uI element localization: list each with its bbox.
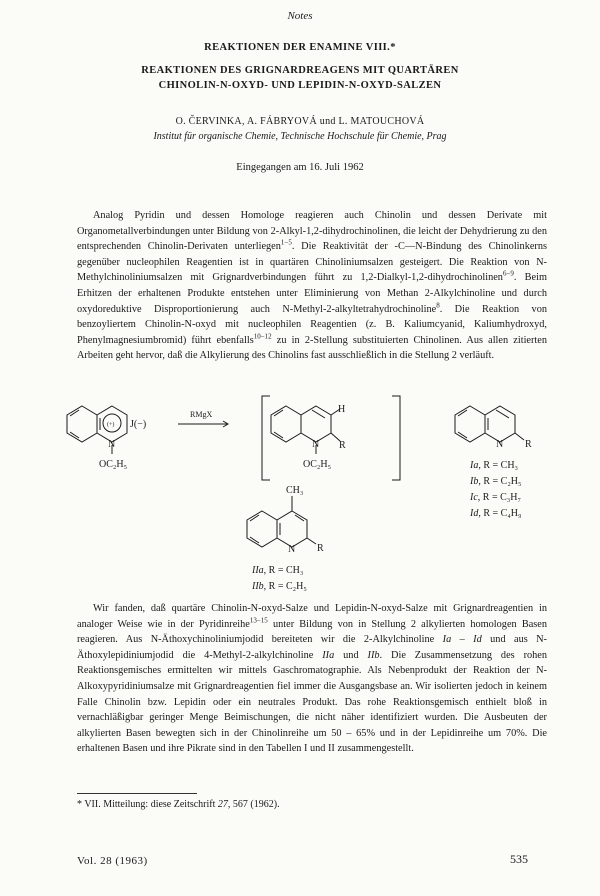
product-2-alkylquinoline-structure <box>455 406 524 442</box>
reference-10-12: 10−12 <box>253 332 272 341</box>
p1-text-b: . Die Reaktivität der -C—N-Bindung des Chinolinkerns gegenüber nucleophilen Reagentien ist in quartären Chinoliniumsalzen gesteigert. Die Reaktion von N-Methylchinoliniumsalzen mit Grignardverbindungen führt zu 1,2-Dialkyl-1,2-dihydrochinolinen <box>77 241 547 284</box>
svg-text:Ic, R = C₃H₇ <box>469 492 521 503</box>
article-title-line-2: CHINOLIN-N-OXYD- UND LEPIDIN-N-OXYD-SALZEN <box>158 80 442 91</box>
compound-ref-IIa: IIa <box>322 649 335 661</box>
paragraph-2 <box>77 601 547 757</box>
p2-text-c: und aus N-Äthoxylepidiniumjodid die 4-Methyl-2-alkylchinoline <box>77 634 547 661</box>
svg-text:IIb, R = C₂H₅ <box>251 581 307 592</box>
intermediate-dihydroquinoline-structure <box>271 406 340 454</box>
left-bracket <box>262 396 270 480</box>
svg-text:IIa, R = CH₃ <box>251 565 303 576</box>
r-group-2: R <box>339 440 346 451</box>
r-group-3: R <box>525 439 532 450</box>
reactant-quinolinium-structure <box>67 406 127 454</box>
svg-text:Id, R = C₄H₉ <box>469 508 522 519</box>
hydrogen-atom: H <box>338 404 346 415</box>
compound-label-IIa: IIa <box>252 565 264 576</box>
footnote-text-a: * VII. Mitteilung: diese Zeitschrift <box>77 799 218 810</box>
institute: Institut für organische Chemie, Technische Hochschule für Chemie, Prag <box>153 131 447 142</box>
received-date: Eingegangen am 16. Juli 1962 <box>236 162 364 173</box>
svg-text:Ia, R = CH₃ <box>469 460 518 471</box>
authors: O. ČERVINKA, A. FÁBRYOVÁ und L. MATOUCHOVÁ <box>175 116 425 127</box>
p2-text-d: . Die Zusammensetzung des rohen Reaktionsgemisches ermittelten wir mittels Gaschromatographie. Als Nebenprodukt der Reaktion der N-Alkoxypyridiniumsalze mit Grignardreagentien fiel immer die Ausgangsbase an. Wir isolierten jedoch in keinem Falle Chinolin bzw. Lepidin oder ein neutrales Produkt. Das rohe Reaktionsgemisch enthielt bloß in vernachläßigbar geringer Menge Beimischungen, die nicht näher identifiziert wurden. Die Ausbeuten der alkylierten Basen bewegten sich in der Chinolinreihe um 50 – 65% und in der Lepidinreihe um 70%. Die erhaltenen Basen und ihre Pikrate sind in den Tabellen I und II zusammengestellt. <box>77 649 548 755</box>
p2-text-a: Wir fanden, daß quartäre Chinolin-N-oxyd-Salze und Lepidin-N-oxyd-Salze mit Grignardreagentien in analoger Weise wie in der Pyridinreihe <box>77 603 547 630</box>
reference-6-9: 6−9 <box>502 269 514 278</box>
p1-text-d: . Die Reaktion von benzoyliertem Chinolin-N-oxyd mit nucleophilen Reagentien (z. B. Kaliumcyanid, Kaliumhydroxyd, Phenylmagnesiumbromid) führt ebenfalls <box>77 303 547 346</box>
footnote-volume: 27 <box>217 799 228 810</box>
volume-info: Vol. 28 (1963) <box>77 855 148 867</box>
positive-charge-label: (+) <box>107 422 115 428</box>
compound-label-Ia: Ia <box>470 460 479 471</box>
svg-text:Ib, R = C₂H₅ <box>469 476 522 487</box>
footnote-text-b: , 567 (1962). <box>227 799 280 810</box>
right-bracket <box>392 396 400 480</box>
page-number: 535 <box>510 852 528 866</box>
product-lepidine-structure <box>247 496 316 547</box>
nitrogen-atom-4: N <box>288 544 296 555</box>
reference-1-5: 1−5 <box>280 238 292 247</box>
compound-formula-IIb: , R = C₂H₅ <box>263 581 307 592</box>
p2-text-b: unter Bildung von in Stellung 2 alkylierten homologen Basen reagieren. Aus N-Äthoxychinoliniumjodid bereiteten wir die 2-Alkylchinoline <box>77 618 547 646</box>
compound-formula-IIa: , R = CH₃ <box>263 565 304 576</box>
p2-text-und: und <box>334 649 368 661</box>
nitrogen-atom-2: N <box>312 439 320 450</box>
reference-13-15: 13−15 <box>249 616 268 625</box>
nitrogen-atom-1: N <box>108 439 116 450</box>
ethoxy-group-1: OC₂H₅ <box>99 459 128 470</box>
product-list-II <box>251 565 307 592</box>
compound-formula-Ib: , R = C₂H₅ <box>478 476 522 487</box>
compound-ref-IIb: IIb <box>367 649 380 661</box>
iodide-anion: J(−) <box>130 419 147 430</box>
compound-formula-Ia: , R = CH₃ <box>478 460 519 471</box>
p1-text-e: zu in 2-Stellung substituierten Chinolinen. Aus allen zitierten Arbeiten geht hervor, daß die Alkylierung des Chinolins fast ausschließlich in die Stellung 2 verläuft. <box>77 334 548 362</box>
running-head: Notes <box>287 10 313 22</box>
compound-label-Ib: Ib <box>470 476 479 487</box>
p1-text-a: Analog Pyridin und dessen Homologe reagieren auch Chinolin und dessen Derivate mit Organometallverbindungen unter Bildung von 2-Alkyl-1,2-dihydrochinolinen, die leicht der Dehydrierung zu den entsprechenden Chinolin-Derivaten unterliegen <box>77 210 547 253</box>
compound-formula-Id: , R = C₄H₉ <box>478 508 522 519</box>
compound-label-Id: Id <box>470 508 479 519</box>
reference-8: 8 <box>436 301 440 310</box>
compound-range-Ia-Id: Ia – Id <box>442 634 482 646</box>
r-group-4: R <box>317 543 324 554</box>
compound-formula-Ic: , R = C₃H₇ <box>477 492 521 503</box>
nitrogen-atom-3: N <box>496 439 504 450</box>
footnote <box>77 799 547 810</box>
series-title: REAKTIONEN DER ENAMINE VIII.* <box>204 42 396 53</box>
reaction-scheme <box>0 392 600 597</box>
footnote-rule <box>77 793 197 794</box>
ethoxy-group-2: OC₂H₅ <box>303 459 332 470</box>
compound-label-Ic: Ic <box>470 492 478 503</box>
grignard-reagent: RMgX <box>190 410 213 419</box>
product-list-I <box>469 460 522 519</box>
paragraph-1 <box>77 208 547 364</box>
methyl-group: CH₃ <box>286 485 304 496</box>
article-title-line-1: REAKTIONEN DES GRIGNARDREAGENS MIT QUARTÄREN <box>141 65 459 76</box>
compound-label-IIb: IIb <box>252 581 264 592</box>
p1-text-c: . Beim Erhitzen der erhaltenen Produkte entstehen unter Eliminierung von Methan 2-Alkylchinoline und durch oxydoreduktive Disproportionierung auch N-Methyl-2-alkyltetrahydrochinoline <box>77 272 547 315</box>
